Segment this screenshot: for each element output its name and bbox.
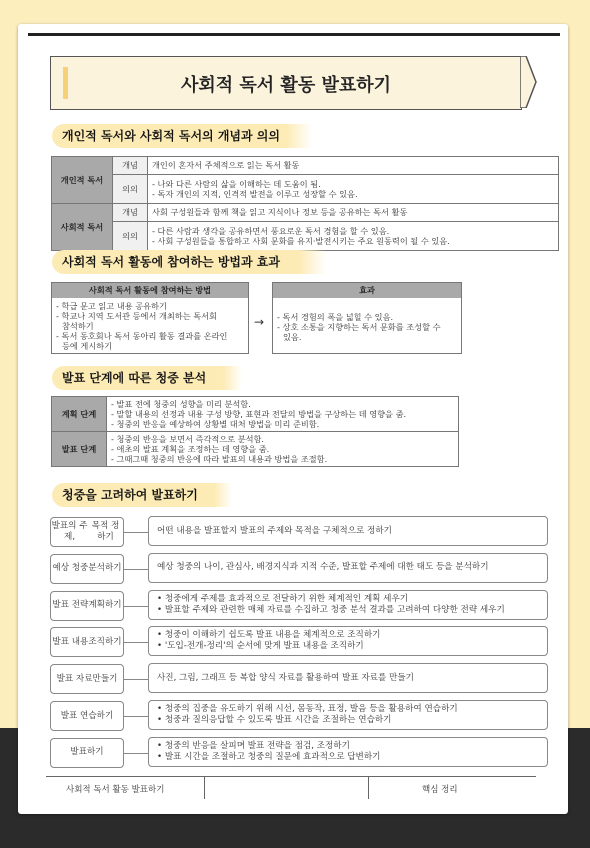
list-item: 참석하기	[62, 321, 94, 331]
step-label	[50, 701, 124, 731]
step-label-line: 발표 내용	[52, 636, 89, 647]
text-line: - 다른 사람과 생각을 공유하면서 풍요로운 독서 경험을 할 수 있음.	[152, 225, 390, 236]
text-cell	[107, 432, 459, 467]
page-footer	[46, 776, 536, 799]
step-description	[148, 626, 548, 656]
concepts-table	[51, 156, 559, 251]
step-description-line: • 청중의 집중을 유도하기 위해 시선, 몸동작, 표정, 발음 등을 활용하여 연습하기	[157, 704, 547, 715]
step-label	[50, 738, 124, 768]
text-line: - 청중의 반응을 보면서 즉각적으로 분석함.	[111, 434, 265, 444]
step-description	[148, 590, 548, 620]
group-cell-personal: 개인적 독서	[52, 157, 113, 204]
footer-title: 사회적 독서 활동 발표하기	[66, 785, 165, 795]
step-description-line: 어떤 내용을 발표할지 발표의 주제와 목적을 구체적으로 정하기	[157, 525, 392, 536]
section-heading-audience-analysis: 발표 단계에 따른 청중 분석	[52, 366, 242, 390]
section-heading-methods: 사회적 독서 활동에 참여하는 방법과 효과	[52, 250, 326, 274]
effects-box	[272, 282, 462, 354]
step-description-line: • 청중이 이해하기 쉽도록 발표 내용을 체계적으로 조직하기	[157, 630, 547, 641]
methods-box	[51, 282, 249, 354]
step-label-line: 발표 전략	[52, 600, 89, 611]
step-label	[50, 554, 124, 584]
list-item: - 학급 문고 읽고 내용 공유하기	[56, 301, 167, 311]
section-heading-presenting: 청중을 고려하여 발표하기	[52, 483, 232, 507]
step-description-line: • 발표할 주제와 관련한 매체 자료를 수집하고 청중 분석 결과를 고려하여 다양한 전략 세우기	[157, 605, 547, 616]
stage-label-planning: 계획 단계	[52, 397, 107, 432]
step-description	[148, 737, 548, 767]
step-description-line: • 청중의 반응을 살피며 발표 전략을 점검, 조정하기	[157, 741, 547, 752]
step-label	[50, 627, 124, 657]
text-line: - 그때그때 청중의 반응에 따라 발표의 내용과 방법을 조절함.	[111, 454, 328, 464]
footer-label: 핵심 정리	[422, 785, 458, 795]
text-line: - 말할 내용의 선정과 내용 구성 방향, 표현과 전달의 방법을 구상하는 데 영향을 줌.	[111, 409, 407, 419]
connector-line	[123, 642, 148, 643]
step-label-line: 발표 연습하기	[60, 710, 114, 721]
step-label-line: 계획하기	[88, 600, 122, 611]
connector-line	[123, 606, 148, 607]
step-label-line: 만들기	[92, 673, 118, 684]
step-description-line: • '도입-전개-정리'의 순서에 맞게 발표 내용을 조직하기	[157, 641, 547, 652]
step-label	[50, 591, 124, 621]
step-description-line: • 발표 시간을 조절하고 청중의 질문에 효과적으로 답변하기	[157, 752, 547, 763]
footer-divider	[204, 777, 205, 799]
text-cell: 개인이 혼자서 주체적으로 읽는 독서 활동	[148, 157, 559, 175]
connector-line	[123, 679, 148, 680]
label-cell: 의의	[113, 174, 148, 203]
methods-list	[52, 298, 248, 354]
connector-line	[123, 753, 148, 754]
text-cell: 사회 구성원들과 함께 책을 읽고 지식이나 정보 등을 공유하는 독서 활동	[148, 204, 559, 222]
list-item: 있음.	[283, 332, 302, 342]
label-cell: 개념	[113, 204, 148, 222]
step-label-line: 발표의 주제,	[51, 521, 88, 542]
step-description	[148, 553, 548, 583]
list-item: 등에 게시하기	[62, 341, 113, 351]
title-banner	[50, 56, 522, 110]
table-row	[52, 397, 459, 432]
table-row	[52, 432, 459, 467]
audience-analysis-table	[51, 396, 459, 467]
list-item: - 독서 동호회나 독서 동아리 활동 결과를 온라인	[56, 331, 228, 341]
step-label-line: 발표 자료	[56, 673, 93, 684]
table-row	[52, 157, 559, 175]
step-description	[148, 516, 548, 546]
step-description-line: • 청중에게 주제를 효과적으로 전달하기 위한 체계적인 계획 세우기	[157, 594, 547, 605]
text-cell	[148, 221, 559, 250]
stage-label-presenting: 발표 단계	[52, 432, 107, 467]
list-item: - 상호 소통을 지향하는 독서 문화를 조성할 수	[277, 322, 441, 332]
footer-divider	[368, 777, 369, 799]
text-line: - 사회 구성원들을 통합하고 사회 문화를 유지·발전시키는 주요 원동력이 될 수 있음.	[152, 235, 450, 246]
document-page	[18, 24, 568, 814]
label-cell: 의의	[113, 221, 148, 250]
step-label-line: 예상 청중	[52, 563, 89, 574]
step-label-line: 조직하기	[88, 636, 122, 647]
table-row	[52, 221, 559, 250]
effects-box-header: 효과	[273, 283, 461, 298]
page-title: 사회적 독서 활동 발표하기	[180, 75, 392, 96]
section-heading-concepts: 개인적 독서와 사회적 독서의 개념과 의의	[52, 124, 312, 148]
text-line: - 나와 다른 사람의 삶을 이해하는 데 도움이 됨.	[152, 178, 321, 189]
methods-box-header: 사회적 독서 활동에 참여하는 방법	[52, 283, 248, 298]
step-label-line: 분석하기	[88, 563, 122, 574]
table-row	[52, 204, 559, 222]
effects-list	[273, 298, 461, 345]
step-label	[50, 517, 124, 547]
step-label	[50, 664, 124, 694]
step-label-line: 목적 정하기	[91, 521, 120, 542]
step-description-line: 예상 청중의 나이, 관심사, 배경지식과 지적 수준, 발표할 주제에 대한 태도 등을 분석하기	[157, 562, 489, 573]
connector-line	[123, 532, 148, 533]
step-description	[148, 700, 548, 730]
list-item: - 학교나 지역 도서관 등에서 개최하는 독서회	[56, 311, 217, 321]
title-banner-tail	[520, 56, 538, 108]
step-description-line: • 청중과 질의응답할 수 있도록 발표 시간을 조절하는 연습하기	[157, 715, 547, 726]
text-cell	[148, 174, 559, 203]
text-line: - 발표 전에 청중의 성향을 미리 분석함.	[111, 399, 251, 409]
table-row	[52, 174, 559, 203]
label-cell: 개념	[113, 157, 148, 175]
top-rule	[28, 33, 560, 36]
text-cell	[107, 397, 459, 432]
step-description	[148, 663, 548, 693]
text-line: - 청중의 반응을 예상하여 상황별 대처 방법을 미리 준비함.	[111, 419, 320, 429]
connector-line	[123, 716, 148, 717]
text-line: - 독자 개인의 지적, 인격적 발전을 이루고 성장할 수 있음.	[152, 188, 358, 199]
step-description-line: 사진, 그림, 그래프 등 복합 양식 자료를 활용하여 발표 자료를 만들기	[157, 672, 414, 683]
group-cell-social: 사회적 독서	[52, 204, 113, 251]
list-item: - 독서 경험의 폭을 넓힐 수 있음.	[277, 312, 394, 322]
text-line: - 애초의 발표 계획을 조정하는 데 영향을 줌.	[111, 444, 270, 454]
step-label-line: 발표하기	[70, 747, 104, 758]
connector-line	[123, 569, 148, 570]
right-arrow-icon: →	[254, 315, 265, 329]
